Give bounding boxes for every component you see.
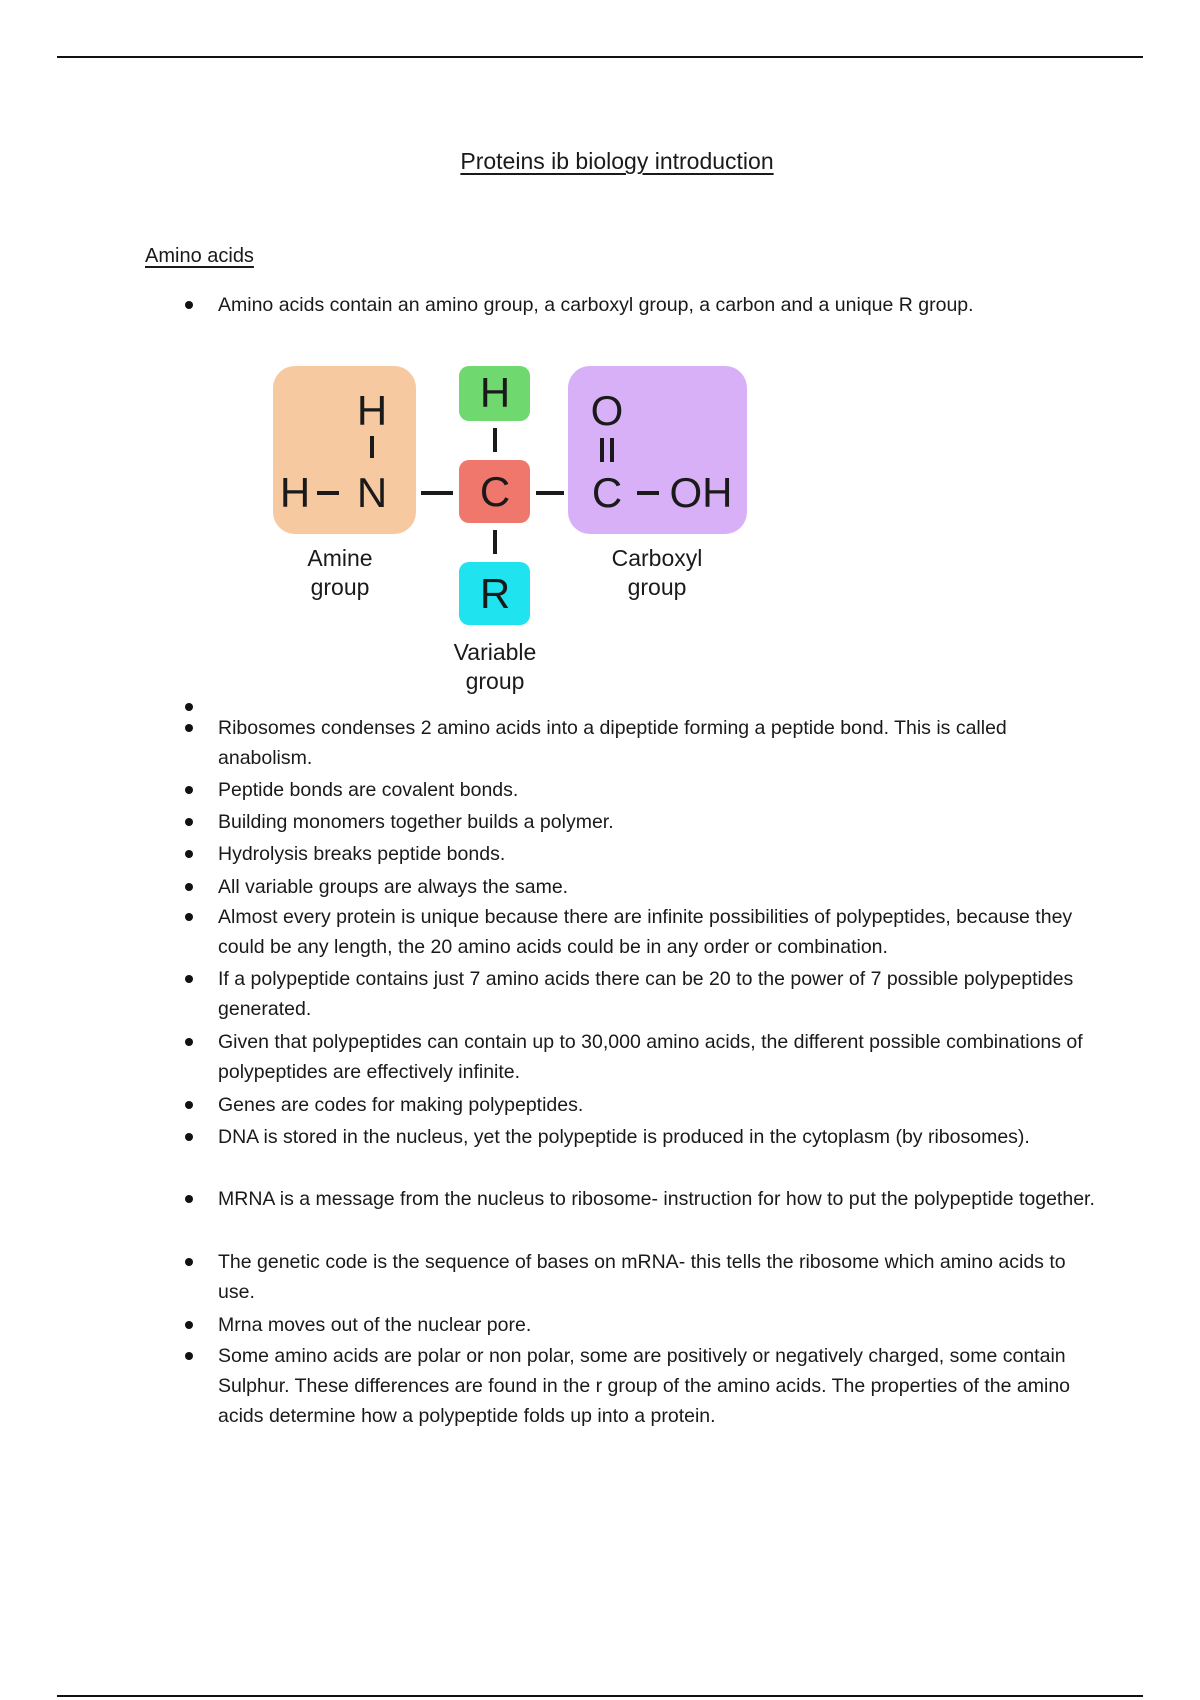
list-item: MRNA is a message from the nucleus to ribosome- instruction for how to put the polypeptide together. bbox=[218, 1184, 1098, 1214]
n-c-bond bbox=[421, 491, 453, 495]
carboxyl-hydroxyl: OH bbox=[669, 469, 733, 516]
list-item: Peptide bonds are covalent bonds. bbox=[218, 775, 1098, 805]
r-group-atom: R bbox=[479, 570, 511, 617]
list-item: If a polypeptide contains just 7 amino acids there can be 20 to the power of 7 possible polypeptides generated. bbox=[218, 964, 1098, 1024]
variable-label: Variable group bbox=[453, 639, 537, 694]
list-item: Given that polypeptides can contain up to 30,000 amino acids, the different possible combinations of polypeptides are effectively infinite. bbox=[218, 1027, 1098, 1087]
amine-horizontal-bond bbox=[317, 491, 339, 495]
central-carbon: C bbox=[479, 468, 511, 515]
double-bond-line-1 bbox=[600, 438, 604, 462]
amine-nitrogen: N bbox=[356, 469, 388, 516]
list-item: Genes are codes for making polypeptides. bbox=[218, 1090, 1098, 1120]
c-oh-bond bbox=[637, 491, 659, 495]
carboxyl-label: Carboxyl group bbox=[611, 545, 703, 600]
list-item: Almost every protein is unique because there are infinite possibilities of polypeptides, because they could be any length, the 20 amino acids could be in any order or combination. bbox=[218, 902, 1098, 962]
amine-hydrogen-left: H bbox=[279, 469, 311, 516]
c-r-bond bbox=[493, 530, 497, 554]
list-item: Amino acids contain an amino group, a carboxyl group, a carbon and a unique R group. bbox=[218, 290, 1098, 320]
h-c-bond bbox=[493, 428, 497, 452]
list-item: Mrna moves out of the nuclear pore. bbox=[218, 1310, 1098, 1340]
list-item: All variable groups are always the same. bbox=[218, 872, 1098, 902]
list-item: Building monomers together builds a polymer. bbox=[218, 807, 1098, 837]
amino-acid-diagram bbox=[265, 360, 755, 700]
carboxyl-carbon: C bbox=[591, 469, 623, 516]
amine-hydrogen-top: H bbox=[356, 387, 388, 434]
list-item: The genetic code is the sequence of bases on mRNA- this tells the ribosome which amino acids to use. bbox=[218, 1247, 1098, 1307]
list-item: Ribosomes condenses 2 amino acids into a dipeptide forming a peptide bond. This is called anabolism. bbox=[218, 713, 1098, 773]
bottom-rule bbox=[57, 1695, 1143, 1697]
top-rule bbox=[57, 56, 1143, 58]
list-item: DNA is stored in the nucleus, yet the polypeptide is produced in the cytoplasm (by ribosomes). bbox=[218, 1122, 1098, 1152]
central-hydrogen: H bbox=[479, 369, 511, 416]
list-item: Hydrolysis breaks peptide bonds. bbox=[218, 839, 1098, 869]
section-heading: Amino acids bbox=[145, 245, 254, 267]
amine-label: Amine group bbox=[307, 545, 373, 600]
carboxyl-oxygen: O bbox=[590, 387, 624, 434]
c-c-bond bbox=[536, 491, 564, 495]
amine-vertical-bond bbox=[370, 436, 374, 458]
page-title: Proteins ib biology introduction bbox=[460, 148, 774, 174]
list-item: Some amino acids are polar or non polar, some are positively or negatively charged, some contain Sulphur. These differences are found in the r group of the amino acids. The properties of the amino acids determine how a polypeptide folds up into a protein. bbox=[218, 1341, 1098, 1431]
double-bond-line-2 bbox=[610, 438, 614, 462]
